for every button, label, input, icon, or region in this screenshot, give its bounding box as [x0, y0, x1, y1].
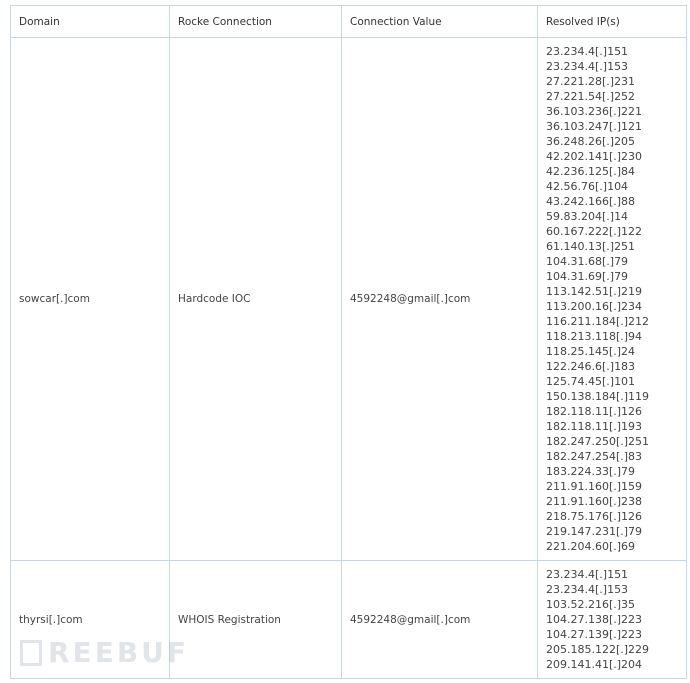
ip-address: 61.140.13[.]251: [546, 240, 636, 253]
ip-address: 211.91.160[.]238: [546, 495, 643, 508]
ip-address: 182.247.250[.]251: [546, 435, 650, 448]
cell-rocke-connection: Hardcode IOC: [170, 38, 342, 561]
ip-address: 23.234.4[.]153: [546, 583, 629, 596]
table-row: [11, 38, 687, 561]
ip-address: 182.118.11[.]193: [546, 420, 643, 433]
table-row: [11, 561, 687, 679]
ip-address: 27.221.28[.]231: [546, 75, 636, 88]
ip-address: 42.236.125[.]84: [546, 165, 636, 178]
cell-resolved-ips: [538, 38, 687, 561]
ioc-document: [10, 5, 686, 679]
ip-address: 209.141.41[.]204: [546, 658, 643, 671]
ip-address: 23.234.4[.]153: [546, 60, 629, 73]
ip-address: 182.118.11[.]126: [546, 405, 643, 418]
ip-address: 113.142.51[.]219: [546, 285, 643, 298]
ip-address: 59.83.204[.]14: [546, 210, 629, 223]
ip-address: 221.204.60[.]69: [546, 540, 636, 553]
ip-address: 118.25.145[.]24: [546, 345, 636, 358]
cell-domain: thyrsi[.]com: [11, 561, 170, 679]
ip-address: 60.167.222[.]122: [546, 225, 643, 238]
ip-address: 42.56.76[.]104: [546, 180, 629, 193]
cell-domain: sowcar[.]com: [11, 38, 170, 561]
ip-address: 182.247.254[.]83: [546, 450, 643, 463]
ip-address: 103.52.216[.]35: [546, 598, 636, 611]
ip-address: 23.234.4[.]151: [546, 568, 629, 581]
header-resolved-ips: Resolved IP(s): [538, 6, 687, 38]
ip-list: [546, 561, 686, 678]
ip-address: 218.75.176[.]126: [546, 510, 643, 523]
ip-address: 36.248.26[.]205: [546, 135, 636, 148]
ip-address: 116.211.184[.]212: [546, 315, 650, 328]
cell-connection-value: 4592248@gmail[.]com: [342, 561, 538, 679]
cell-connection-value: 4592248@gmail[.]com: [342, 38, 538, 561]
ioc-table: [10, 5, 687, 679]
ip-address: 183.224.33[.]79: [546, 465, 636, 478]
ip-address: 23.234.4[.]151: [546, 45, 629, 58]
ip-address: 122.246.6[.]183: [546, 360, 636, 373]
header-domain: Domain: [11, 6, 170, 38]
header-connection-value: Connection Value: [342, 6, 538, 38]
cell-resolved-ips: [538, 561, 687, 679]
ip-address: 43.242.166[.]88: [546, 195, 636, 208]
watermark-text-graphic: REEBUF: [48, 636, 190, 669]
header-rocke-connection: Rocke Connection: [170, 6, 342, 38]
ip-address: 36.103.247[.]121: [546, 120, 643, 133]
ip-list: [546, 38, 686, 560]
ip-address: 205.185.122[.]229: [546, 643, 650, 656]
ip-address: 150.138.184[.]119: [546, 390, 650, 403]
ip-address: 104.31.68[.]79: [546, 255, 629, 268]
ip-address: 113.200.16[.]234: [546, 300, 643, 313]
cell-rocke-connection: WHOIS Registration: [170, 561, 342, 679]
ip-address: 219.147.231[.]79: [546, 525, 643, 538]
ip-address: 125.74.45[.]101: [546, 375, 636, 388]
ip-address: 104.27.138[.]223: [546, 613, 643, 626]
ip-address: 42.202.141[.]230: [546, 150, 643, 163]
ip-address: 36.103.236[.]221: [546, 105, 643, 118]
table-header-row: [11, 6, 687, 38]
ip-address: 104.31.69[.]79: [546, 270, 629, 283]
ip-address: 104.27.139[.]223: [546, 628, 643, 641]
ip-address: 27.221.54[.]252: [546, 90, 636, 103]
ip-address: 118.213.118[.]94: [546, 330, 643, 343]
ip-address: 211.91.160[.]159: [546, 480, 643, 493]
